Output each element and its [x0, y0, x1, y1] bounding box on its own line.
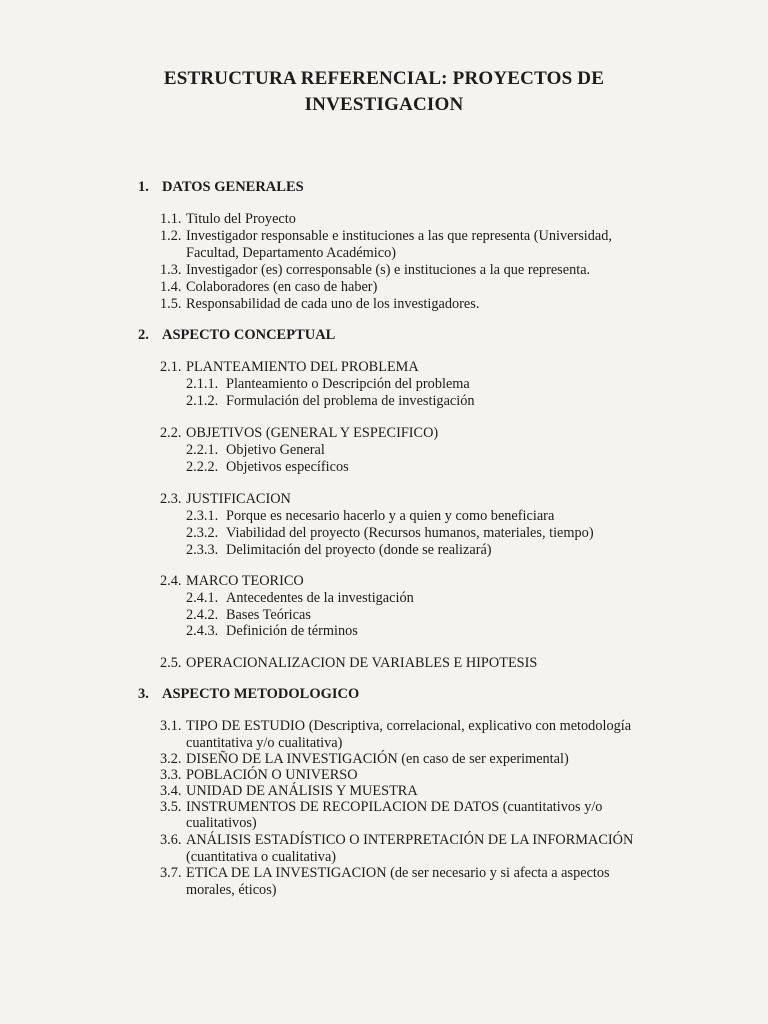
title-line-1: ESTRUCTURA REFERENCIAL: PROYECTOS DE [163, 68, 605, 89]
section-heading-2: 2. ASPECTO CONCEPTUAL [138, 327, 336, 343]
list-item-1-3: 1.3. Investigador (es) corresponsable (s) e instituciones a la que representa. [160, 262, 591, 278]
list-item-3-4: 3.4. UNIDAD DE ANÁLISIS Y MUESTRA [160, 783, 418, 799]
section-heading-3: 3. ASPECTO METODOLOGICO [138, 686, 360, 702]
list-item-3-7: 3.7. ETICA DE LA INVESTIGACION (de ser necesario y si afecta a aspectos [160, 865, 610, 881]
list-item-2-4-2: 2.4.2. Bases Teóricas [186, 607, 311, 623]
list-item-3-7-continuation: morales, éticos) [186, 882, 277, 898]
list-item-2-3-2: 2.3.2. Viabilidad del proyecto (Recursos humanos, materiales, tiempo) [186, 525, 594, 541]
section-heading-1: 1. DATOS GENERALES [138, 179, 304, 195]
title-line-2: INVESTIGACION [304, 94, 464, 115]
subsection-2-1: 2.1. PLANTEAMIENTO DEL PROBLEMA [160, 359, 419, 375]
document-title [0, 66, 768, 118]
list-item-2-4-3: 2.4.3. Definición de términos [186, 623, 358, 639]
list-item-1-2-continuation: Facultad, Departamento Académico) [186, 245, 396, 261]
list-item-3-6: 3.6. ANÁLISIS ESTADÍSTICO O INTERPRETACIÓN DE LA INFORMACIÓN [160, 832, 634, 848]
subsection-2-3: 2.3. JUSTIFICACION [160, 491, 291, 507]
list-item-1-2: 1.2. Investigador responsable e instituciones a las que representa (Universidad, [160, 228, 612, 244]
list-item-3-2: 3.2. DISEÑO DE LA INVESTIGACIÓN (en caso de ser experimental) [160, 751, 569, 767]
list-item-3-6-continuation: (cuantitativa o cualitativa) [186, 849, 337, 865]
subsection-2-4: 2.4. MARCO TEORICO [160, 573, 304, 589]
list-item-2-2-1: 2.2.1. Objetivo General [186, 442, 325, 458]
list-item-2-3-1: 2.3.1. Porque es necesario hacerlo y a quien y como beneficiara [186, 508, 555, 524]
list-item-3-5: 3.5. INSTRUMENTOS DE RECOPILACION DE DATOS (cuantitativos y/o [160, 799, 603, 815]
list-item-2-1-1: 2.1.1. Planteamiento o Descripción del problema [186, 376, 470, 392]
list-item-2-2-2: 2.2.2. Objetivos específicos [186, 459, 349, 475]
section-label: ASPECTO CONCEPTUAL [162, 327, 336, 343]
list-item-1-1: 1.1. Titulo del Proyecto [160, 211, 296, 227]
list-item-2-4-1: 2.4.1. Antecedentes de la investigación [186, 590, 414, 606]
list-item-1-4: 1.4. Colaboradores (en caso de haber) [160, 279, 378, 295]
subsection-2-2: 2.2. OBJETIVOS (GENERAL Y ESPECIFICO) [160, 425, 439, 441]
list-item-3-1: 3.1. TIPO DE ESTUDIO (Descriptiva, correlacional, explicativo con metodología [160, 718, 632, 734]
subsection-2-5: 2.5. OPERACIONALIZACION DE VARIABLES E HIPOTESIS [160, 655, 538, 671]
list-item-2-1-2: 2.1.2. Formulación del problema de investigación [186, 393, 475, 409]
list-item-2-3-3: 2.3.3. Delimitación del proyecto (donde se realizará) [186, 542, 492, 558]
section-label: ASPECTO METODOLOGICO [162, 686, 360, 702]
list-item-3-3: 3.3. POBLACIÓN O UNIVERSO [160, 767, 358, 783]
list-item-3-5-continuation: cualitativos) [186, 815, 257, 831]
list-item-1-5: 1.5. Responsabilidad de cada uno de los investigadores. [160, 296, 480, 312]
list-item-3-1-continuation: cuantitativa y/o cualitativa) [186, 735, 343, 751]
section-label: DATOS GENERALES [162, 179, 304, 195]
